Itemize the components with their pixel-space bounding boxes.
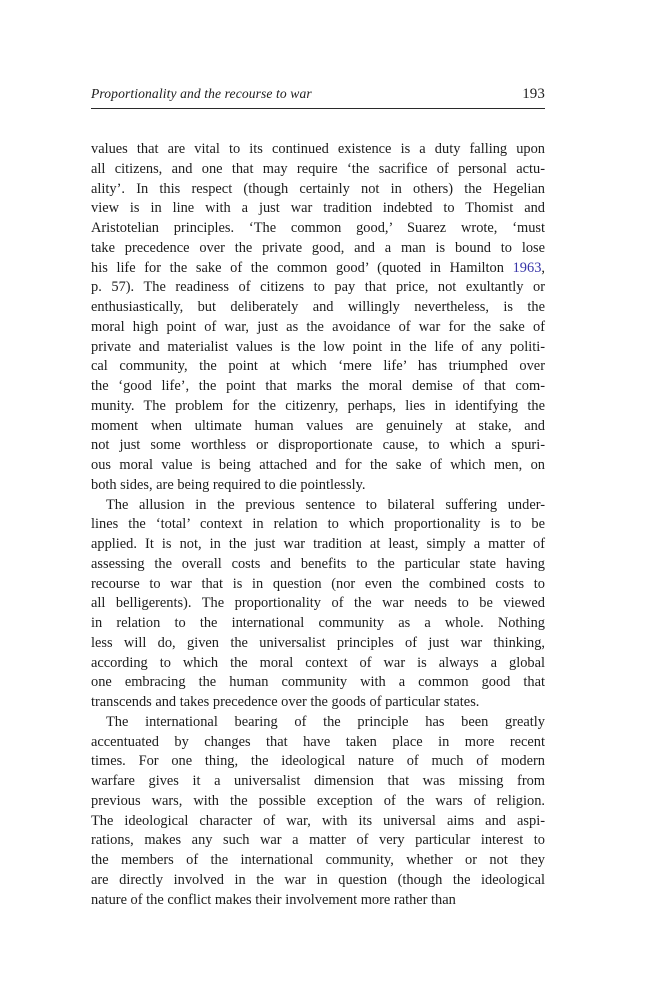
text-line: The allusion in the previous sentence to bilateral suffering under- (106, 496, 545, 513)
text-line: times. For one thing, the ideological nature of much of modern (91, 753, 545, 770)
text-line: moral high point of war, just as the avoidance of war for the sake of (91, 318, 545, 335)
text-line: recourse to war that is in question (nor even the combined costs to (91, 575, 545, 592)
paragraph (91, 140, 545, 496)
page-number: 193 (522, 86, 545, 102)
text-line: cal community, the point at which ‘mere life’ has triumphed over (91, 358, 545, 375)
citation-link[interactable]: 1963 (512, 259, 542, 276)
text-line: less will do, given the universalist principles of just war thinking, (91, 634, 545, 651)
text-line: lines the ‘total’ context in relation to which proportionality is to be (91, 516, 545, 533)
text-line: accentuated by changes that have taken place in more recent (91, 733, 545, 750)
text-line: according to which the moral context of war is always a global (91, 654, 545, 671)
text-line: not just some worthless or disproportionate cause, to which a spuri- (91, 437, 545, 454)
text-line: view is in line with a just war tradition indebted to Thomist and (91, 200, 545, 217)
page-content (91, 86, 545, 910)
text-line: private and materialist values is the low point in the life of any politi- (91, 338, 545, 355)
text-line: ous moral value is being attached and for the sake of which men, on (91, 457, 545, 473)
paragraph (91, 713, 545, 911)
text-line: applied. It is not, in the just war tradition at least, simply a matter of (91, 536, 545, 552)
text-line: one embracing the human community with a common good that (91, 674, 545, 691)
text-line: previous wars, with the possible exception of the wars of religion. (91, 792, 545, 809)
body-text (91, 140, 545, 910)
text-line: in relation to the international community as a whole. Nothing (91, 615, 545, 631)
text-line: The ideological character of war, with its universal aims and aspi- (91, 812, 545, 829)
text-line: enthusiastically, but deliberately and willingly nevertheless, is the (91, 299, 545, 315)
text-line: take precedence over the private good, and a man is bound to lose (91, 239, 545, 256)
text-line: transcends and takes precedence over the goods of particular states. (91, 694, 480, 710)
text-line: moment when ultimate human values are genuinely at stake, and (91, 417, 545, 434)
text-line: warfare gives it a universalist dimension that was missing from (91, 773, 545, 789)
text-line: munity. The problem for the citizenry, perhaps, lies in identifying the (91, 397, 545, 414)
text-line: assessing the overall costs and benefits to the particular state having (91, 555, 545, 572)
text-line: both sides, are being required to die pointlessly. (91, 476, 366, 493)
text-line: The international bearing of the principle has been greatly (106, 713, 545, 730)
text-line: values that are vital to its continued existence is a duty falling upon (91, 141, 545, 157)
text-line: his life for the sake of the common good’ (quoted in Hamilton 1963, (91, 259, 545, 276)
text-line: are directly involved in the war in question (though the ideological (91, 871, 545, 888)
text-line: nature of the conflict makes their involvement more rather than (91, 891, 456, 908)
text-line: all belligerents). The proportionality of the war needs to be viewed (91, 595, 545, 612)
running-head (91, 86, 545, 109)
text-line: the ‘good life’, the point that marks the moral demise of that com- (91, 378, 545, 394)
text-line: rations, makes any such war a matter of very particular interest to (91, 832, 545, 849)
text-line: p. 57). The readiness of citizens to pay that price, not exultantly or (91, 279, 545, 296)
text-line: the members of the international community, whether or not they (91, 852, 545, 868)
text-line: Aristotelian principles. ‘The common good,’ Suarez wrote, ‘must (91, 220, 545, 236)
paragraph (91, 496, 545, 713)
running-head-title: Proportionality and the recourse to war (91, 86, 312, 101)
text-line: all citizens, and one that may require ‘the sacrifice of personal actu- (91, 160, 545, 177)
citation-trailing-punctuation: , (541, 259, 545, 276)
text-line: ality’. In this respect (though certainly not in others) the Hegelian (91, 180, 545, 197)
